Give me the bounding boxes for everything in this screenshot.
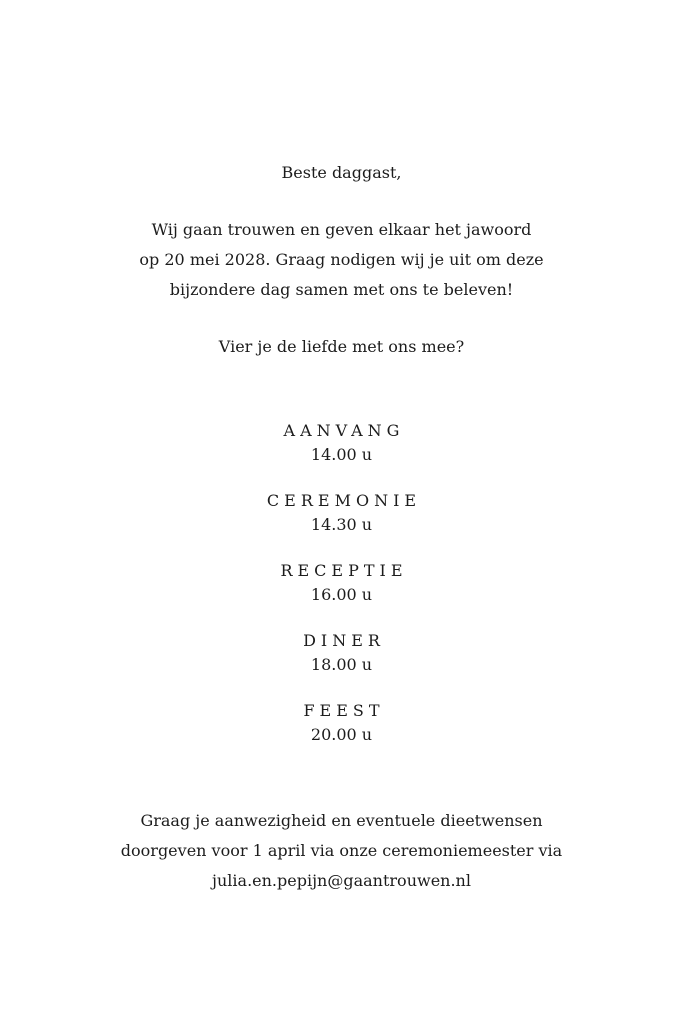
rsvp-line-1: Graag je aanwezigheid en eventuele dieetwensen <box>140 811 543 830</box>
program-time: 20.00 u <box>310 725 373 744</box>
program-label: RECEPTIE <box>280 561 408 580</box>
intro-line-2: op 20 mei 2028. Graag nodigen wij je uit om deze <box>139 250 544 269</box>
program-label: CEREMONIE <box>266 491 422 510</box>
question-text: Vier je de liefde met ons mee? <box>218 337 465 356</box>
program-label: AANVANG <box>283 421 405 440</box>
program-label: FEEST <box>303 701 385 720</box>
rsvp-line-2: doorgeven voor 1 april via onze ceremoniemeester via <box>120 841 563 860</box>
intro-line-1: Wij gaan trouwen en geven elkaar het jawoord <box>151 220 532 239</box>
program-label: DINER <box>303 631 385 650</box>
intro-line-3: bijzondere dag samen met ons te beleven! <box>169 280 514 299</box>
program-time: 16.00 u <box>310 585 373 604</box>
program-time: 18.00 u <box>310 655 373 674</box>
rsvp-email: julia.en.pepijn@gaantrouwen.nl <box>212 871 471 890</box>
greeting-text: Beste daggast, <box>281 163 402 182</box>
program-time: 14.00 u <box>310 445 373 464</box>
program-time: 14.30 u <box>310 515 373 534</box>
